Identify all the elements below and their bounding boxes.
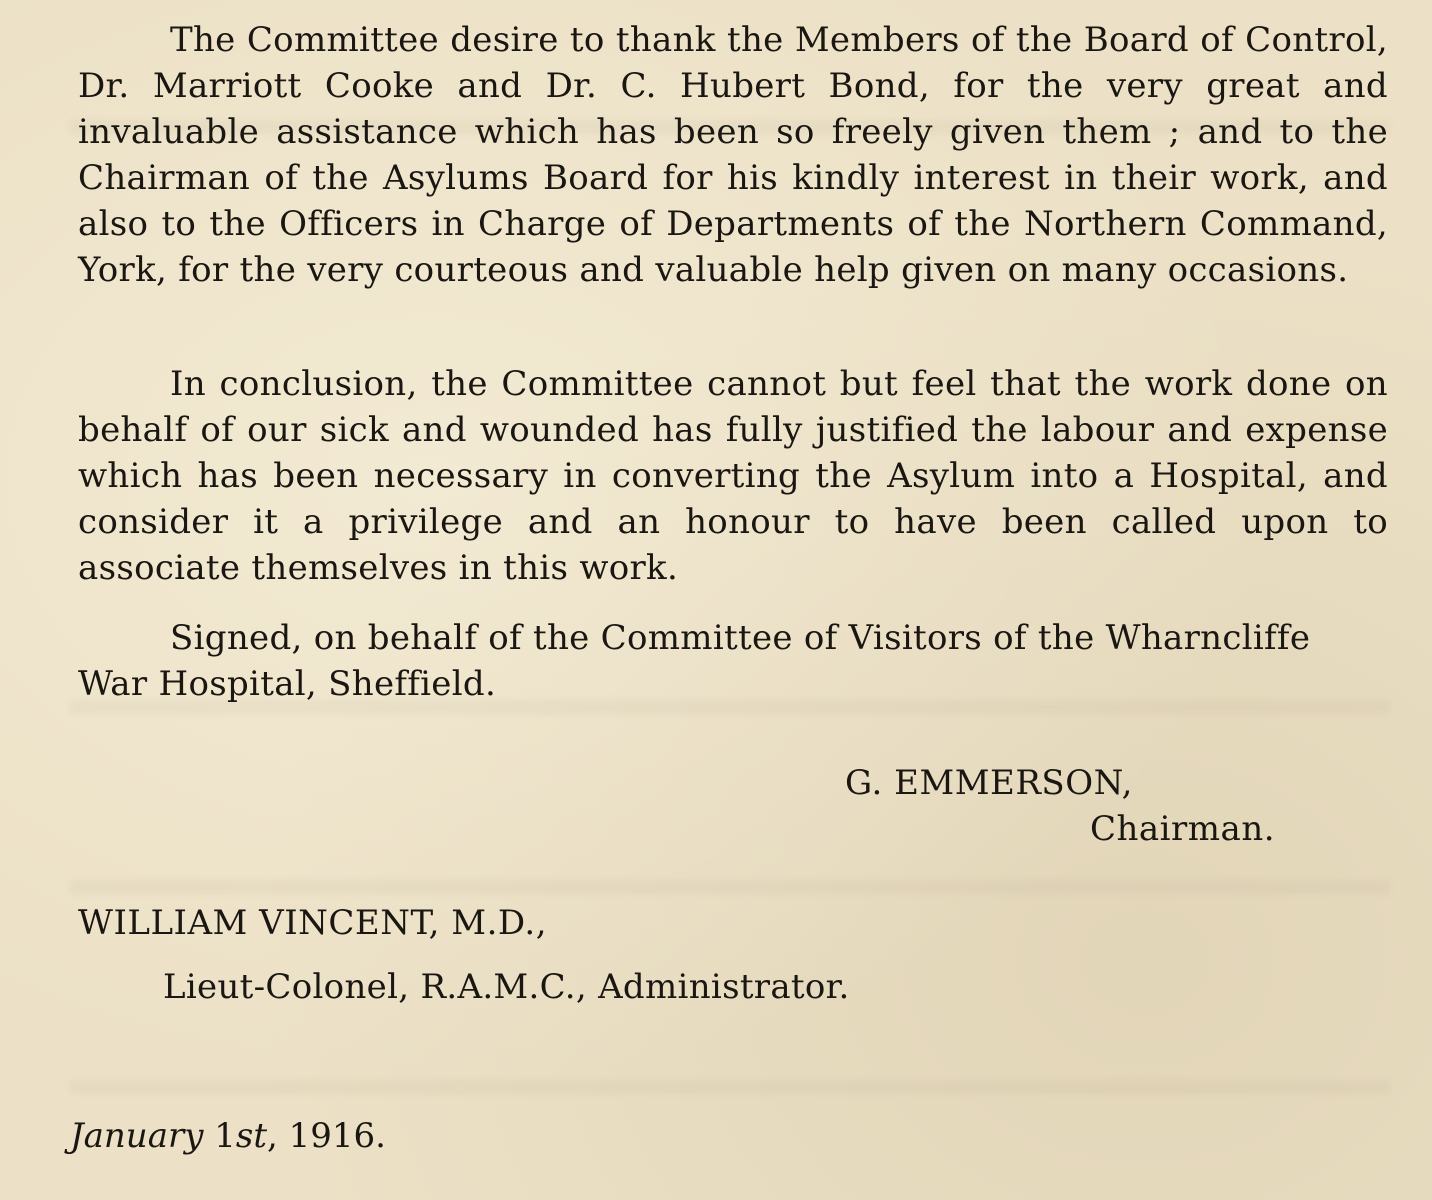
paragraph-signed-statement: Signed, on behalf of the Committee of Visitors of the Wharncliffe War Hospital, Sheffield. — [78, 618, 1311, 704]
date-year: , 1916. — [267, 1116, 386, 1156]
signatory-name: G. EMMERSON, — [845, 763, 1133, 803]
paragraph-conclusion: In conclusion, the Committee cannot but feel that the work done on behalf of our sick and wounded has fully justified the labour and expense which has been necessary in converting the Asylum into a Hospital, and consider it a privilege and an honour to have been called upon to associate themselves in this work. — [78, 364, 1388, 588]
date-month: January — [70, 1116, 204, 1156]
date-suffix: st — [235, 1116, 268, 1156]
show-through-shadow — [70, 880, 1390, 894]
administrator-name: WILLIAM VINCENT, M.D., — [78, 903, 548, 943]
paragraph-acknowledgements: The Committee desire to thank the Members of the Board of Control, Dr. Marriott Cooke and Dr. C. Hubert Bond, for the very great and invaluable assistance which has been so freely given them ; and to the Chairman of the Asylums Board for his kindly interest in their work, and also to the Officers in Charge of Departments of the Northern Command, York, for the very courteous and valuable help given on many occasions. — [78, 20, 1388, 290]
show-through-shadow — [70, 1080, 1390, 1094]
date-day: 1 — [214, 1116, 236, 1156]
signatory-title: Chairman. — [1090, 809, 1276, 849]
document-date — [70, 1113, 386, 1159]
administrator-role: Lieut-Colonel, R.A.M.C., Administrator. — [163, 967, 850, 1007]
